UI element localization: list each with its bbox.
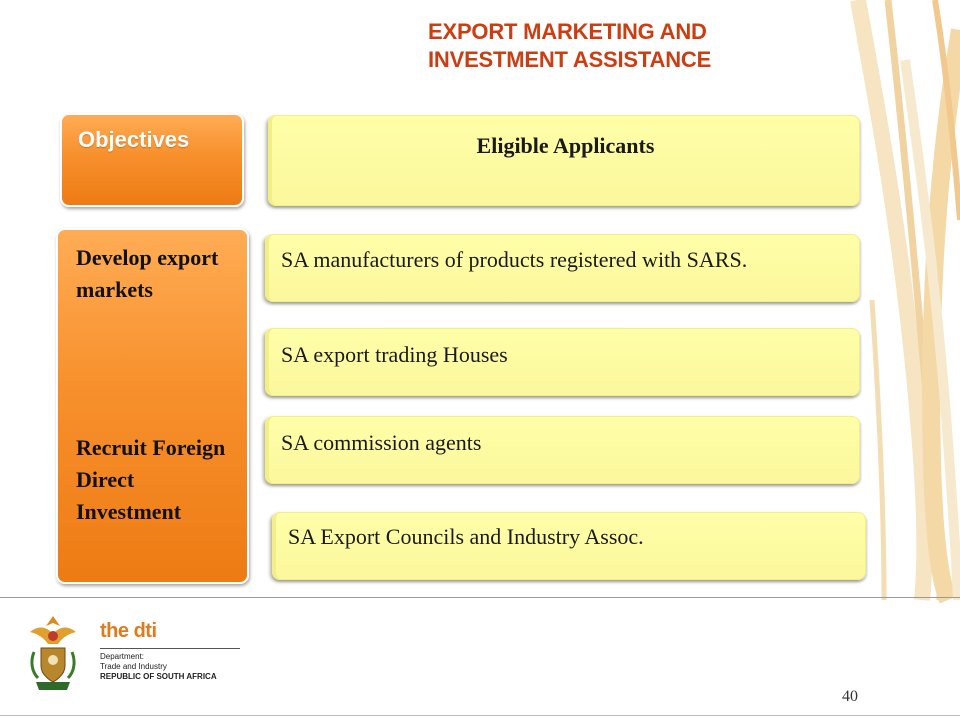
applicant-item-trading-houses <box>265 328 860 396</box>
applicant-item-export-councils <box>272 512 866 580</box>
objective-recruit-fdi: Recruit Foreign Direct Investment <box>76 435 226 524</box>
applicant-item-label: SA Export Councils and Industry Assoc. <box>288 524 644 549</box>
applicant-item-manufacturers <box>265 234 860 302</box>
objective-develop-export-markets: Develop export markets <box>76 245 219 302</box>
objectives-header-box <box>60 113 244 207</box>
eligible-applicants-header-box <box>268 115 860 206</box>
objectives-label: Objectives <box>78 127 190 152</box>
objectives-list-box <box>56 228 249 584</box>
dept-name: Trade and Industry <box>100 662 167 671</box>
slide-title <box>428 18 711 74</box>
coat-of-arms-icon <box>22 612 84 696</box>
applicant-item-label: SA commission agents <box>281 430 482 455</box>
dept-label: Department: <box>100 652 145 661</box>
dti-logo-dti: dti <box>133 620 157 642</box>
bottom-divider <box>0 715 960 716</box>
applicant-item-commission-agents <box>265 416 860 484</box>
applicant-item-label: SA export trading Houses <box>281 342 508 367</box>
brand-rule <box>100 648 240 649</box>
dti-logo <box>100 620 250 643</box>
page-number: 40 <box>842 688 858 705</box>
dti-logo-the: the <box>100 620 129 642</box>
eligible-applicants-label: Eligible Applicants <box>476 133 655 158</box>
footer-divider <box>0 597 960 598</box>
slide-title-line-2: INVESTMENT ASSISTANCE <box>428 47 712 72</box>
dti-brand-block <box>100 620 250 682</box>
slide-title-line-1: EXPORT MARKETING AND <box>428 19 707 44</box>
applicant-item-label: SA manufacturers of products registered with SARS. <box>281 247 748 272</box>
country-name: REPUBLIC OF SOUTH AFRICA <box>100 672 217 681</box>
